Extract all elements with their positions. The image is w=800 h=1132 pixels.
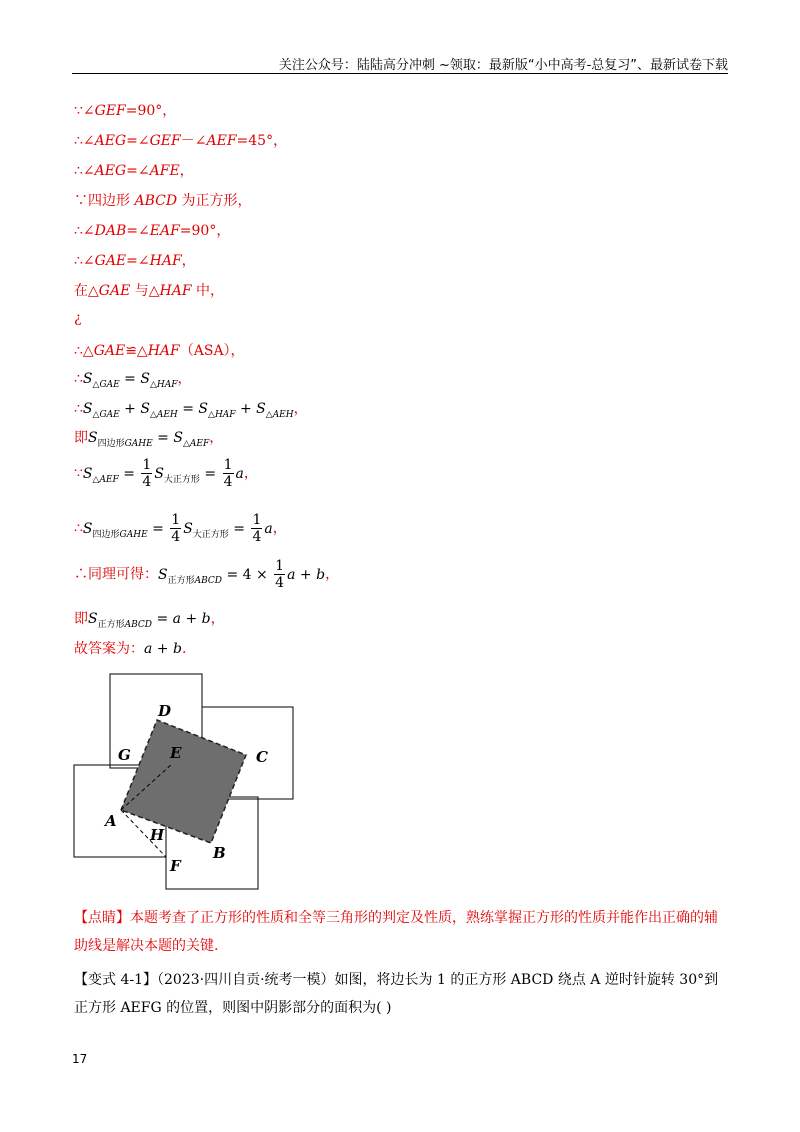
solution-line-16: 即$S_{正方形ABCD} = a + b$， bbox=[74, 611, 225, 630]
label-B: B bbox=[213, 844, 226, 862]
solution-line-11: $\therefore S_{\triangle GAE} + S_{\triangle AEH} = S_{\triangle HAF} + S_{\triangle AEH}$， bbox=[74, 401, 308, 420]
page-header: 关注公众号：陆陆高分冲刺 ~领取：最新版“小中高考-总复习”、最新试卷下载 bbox=[278, 58, 728, 73]
label-A: A bbox=[105, 812, 117, 830]
label-F: F bbox=[170, 857, 181, 875]
solution-line-6: ∴∠GAE=∠HAF， bbox=[74, 253, 196, 269]
label-C: C bbox=[256, 748, 268, 766]
key-point-tag: 【点睛】 bbox=[74, 910, 130, 926]
solution-line-3: ∴∠AEG=∠AFE， bbox=[74, 163, 194, 179]
variant-text: （2023·四川自贡·统考一模）如图，将边长为 1 的正方形 ABCD 绕点 A 逆时针旋转 30°到正方形 AEFG 的位置，则图中阴影部分的面积为( ) bbox=[74, 972, 719, 1016]
solution-line-1: ∵∠GEF=90°， bbox=[74, 103, 177, 119]
solution-line-2: ∴∠AEG=∠GEF－∠AEF=45°， bbox=[74, 133, 288, 149]
solution-line-9: ∴△GAE≌△HAF（ASA）， bbox=[74, 343, 245, 359]
variant-tag: 【变式 4-1】 bbox=[74, 972, 157, 988]
variant-paragraph bbox=[74, 966, 726, 1022]
solution-line-4: ∵四边形 ABCD 为正方形， bbox=[74, 193, 252, 209]
solution-line-5: ∴∠DAB=∠EAF=90°， bbox=[74, 223, 231, 239]
solution-line-7: 在△GAE 与△HAF 中， bbox=[74, 283, 225, 299]
solution-line-17: 故答案为：a + b. bbox=[74, 641, 187, 657]
label-D: D bbox=[158, 702, 172, 720]
solution-line-13: $\because S_{\triangle AEF}$ = $\frac{1}{4}$ $S_{大正方形}$ = $\frac{1}{4}$ a， bbox=[74, 457, 258, 490]
label-G: G bbox=[118, 746, 131, 764]
solution-line-10: $\therefore S_{\triangle GAE} = S_{\triangle HAF}$， bbox=[74, 371, 192, 390]
label-H: H bbox=[150, 826, 165, 844]
key-point-text: 本题考查了正方形的性质和全等三角形的判定及性质，熟练掌握正方形的性质并能作出正确的辅助线是解决本题的关键. bbox=[74, 910, 718, 954]
solution-line-8: ¿ bbox=[74, 310, 82, 326]
key-point-paragraph bbox=[74, 904, 726, 960]
geometry-figure bbox=[70, 670, 310, 900]
solution-line-14: $\therefore S_{四边形GAHE}$ = $\frac{1}{4}$ $S_{大正方形}$ = $\frac{1}{4}$ a， bbox=[74, 512, 287, 545]
shaded-square-abcd bbox=[121, 720, 246, 843]
solution-line-12: 即$S_{四边形GAHE} = S_{\triangle AEF}$， bbox=[74, 430, 224, 449]
page-number: 17 bbox=[72, 1052, 88, 1066]
solution-line-15: ∴同理可得：$S_{正方形ABCD} = 4$ × $\frac{1}{4}$ a + b， bbox=[74, 558, 340, 591]
label-E: E bbox=[170, 744, 182, 762]
header-rule bbox=[72, 73, 728, 74]
